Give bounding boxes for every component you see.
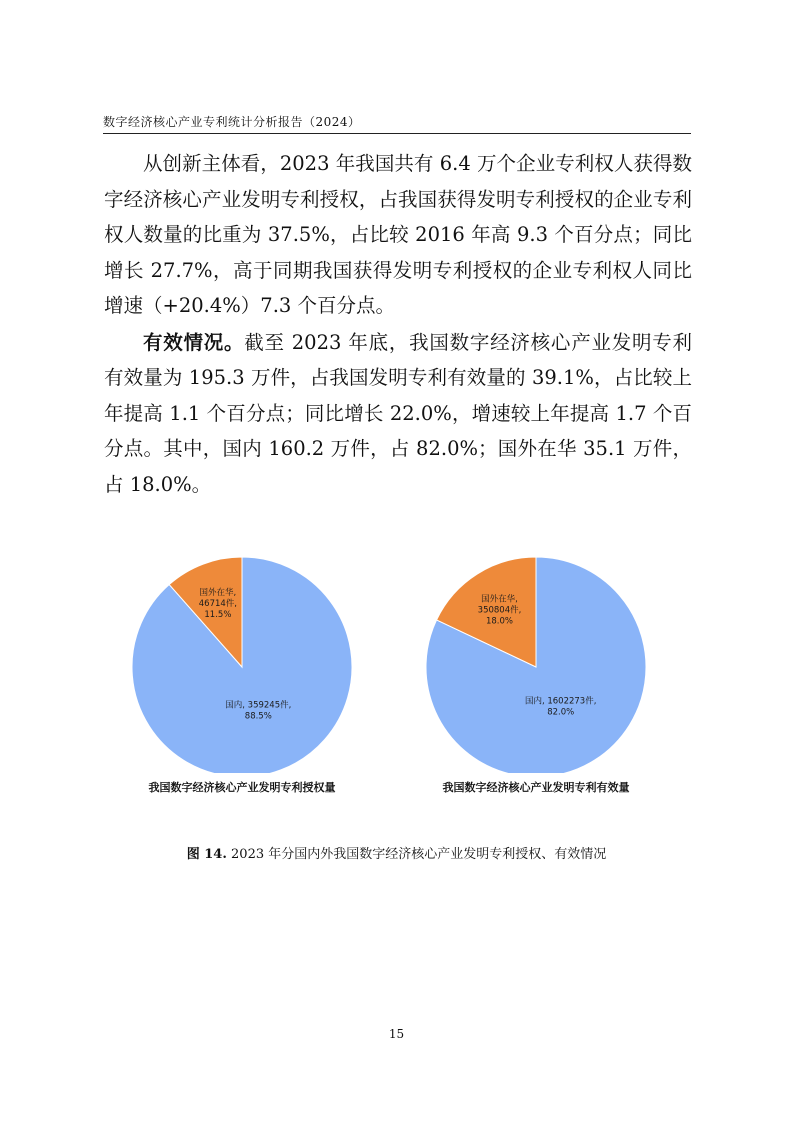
chart-title: 我国数字经济核心产业发明专利授权量	[148, 781, 336, 794]
pie-label-domestic: 国内, 359245件, 88.5%	[225, 700, 292, 722]
pie-label-foreign: 国外在华, 350804件, 18.0%	[477, 594, 522, 627]
paragraph-text: 截至 2023 年底，我国数字经济核心产业发明专利有效量为 195.3 万件，占我国发明专利有效量的 39.1%，占比较上年提高 1.1 个百分点；同比增长 22.0%，增速较上年提高 1.7 个百分点。其中，国内 160.2 万件，占 82.0%；国外在华 35.1 万件，占 18.0%。	[104, 330, 692, 496]
chart-title: 我国数字经济核心产业发明专利有效量	[442, 781, 630, 794]
body-text	[104, 146, 692, 502]
pie-label-domestic: 国内, 1602273件, 82.0%	[524, 696, 597, 718]
figure-number: 图 14.	[186, 847, 227, 862]
pie-chart-valid	[416, 548, 656, 808]
paragraph-text: 从创新主体看，2023 年我国共有 6.4 万个企业专利权人获得数字经济核心产业发明专利授权，占我国获得发明专利授权的企业专利权人数量的比重为 37.5%，占比较 2016 年高 9.3 个百分点；同比增长 27.7%，高于同期我国获得发明专利授权的企业专利权人同比增速（+20.4%）7.3 个百分点。	[104, 152, 692, 317]
page-number: 15	[388, 1027, 405, 1041]
pie-svg	[122, 548, 362, 773]
paragraph-lead: 有效情况。	[143, 330, 245, 354]
pie-svg	[416, 548, 656, 773]
pie-chart-grants	[122, 548, 362, 808]
pie-label-foreign: 国外在华, 46714件, 11.5%	[198, 588, 238, 621]
header-rule	[103, 133, 691, 134]
figure-caption	[0, 843, 793, 862]
running-header: 数字经济核心产业专利统计分析报告（2024）	[103, 115, 361, 129]
paragraph-1	[104, 146, 692, 324]
figure-caption-text: 2023 年分国内外我国数字经济核心产业发明专利授权、有效情况	[226, 847, 607, 862]
paragraph-2	[104, 325, 692, 503]
